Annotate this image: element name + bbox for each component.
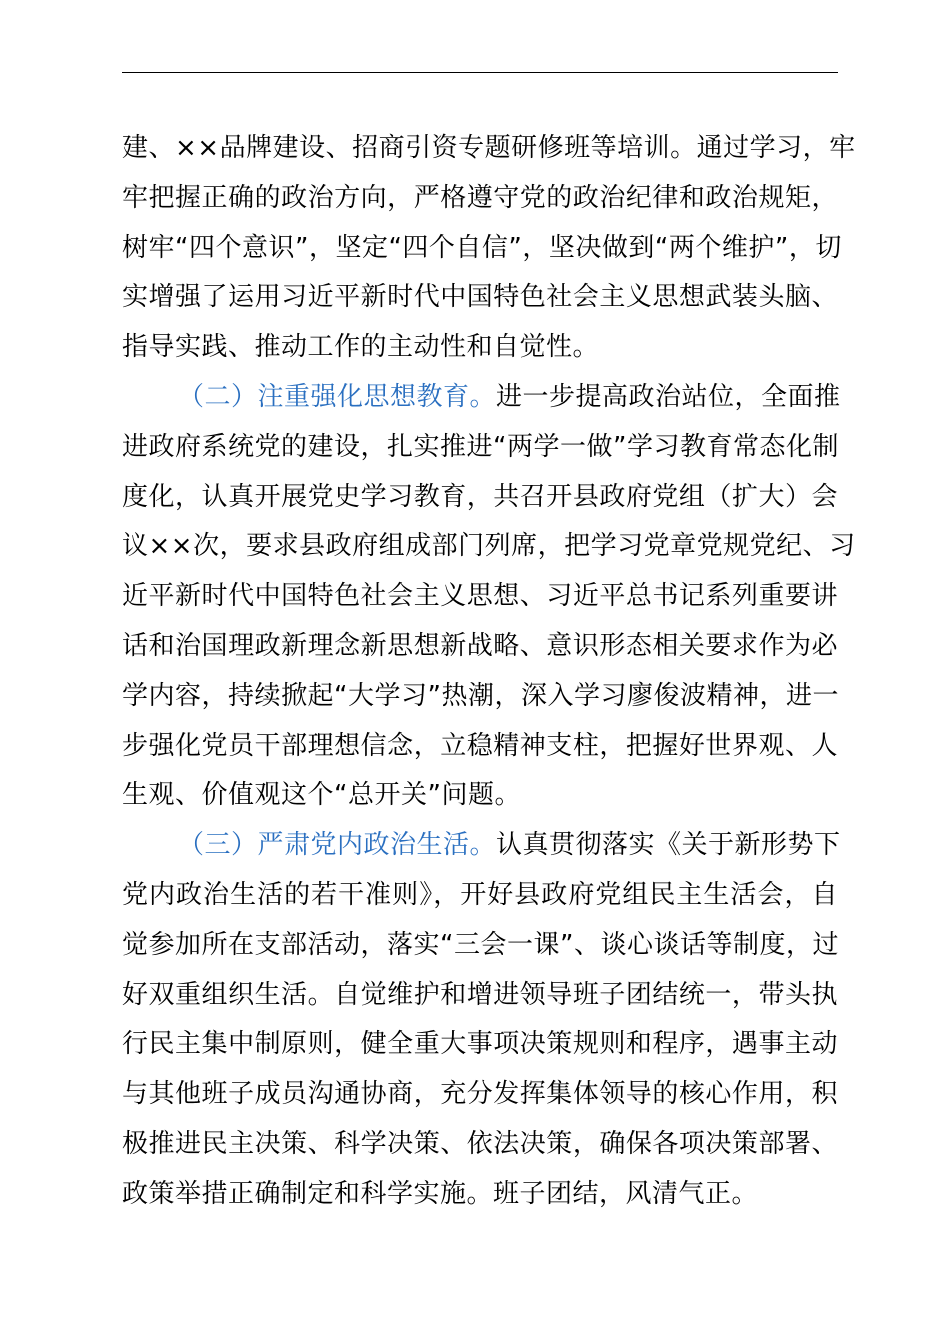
- paragraph-2: [122, 373, 856, 821]
- paragraph-3: [122, 821, 841, 1219]
- text-line: 与其他班子成员沟通协商，充分发挥集体领导的核心作用，积: [122, 1079, 838, 1110]
- text-run: 进一步提高政治站位，全面推: [496, 381, 841, 412]
- section-heading-3: （三）严肃党内政治生活。: [178, 830, 497, 861]
- text-line: 政策举措正确制定和科学实施。班子团结，风清气正。: [122, 1178, 759, 1209]
- text-line: 实增强了运用习近平新时代中国特色社会主义思想武装头脑、: [122, 282, 838, 313]
- text-line: 行民主集中制原则，健全重大事项决策规则和程序，遇事主动: [122, 1029, 838, 1060]
- text-line: 学内容，持续掀起“大学习”热潮，深入学习廖俊波精神，进一: [122, 680, 839, 711]
- text-line: 进政府系统党的建设，扎实推进“两学一做”学习教育常态化制: [122, 431, 839, 462]
- text-line: 近平新时代中国特色社会主义思想、习近平总书记系列重要讲: [122, 581, 838, 612]
- text-line: 指导实践、推动工作的主动性和自觉性。: [122, 332, 600, 363]
- text-run: 认真贯彻落实《关于新形势下: [496, 830, 841, 861]
- text-line: 议××次，要求县政府组成部门列席，把学习党章党规党纪、习: [122, 531, 856, 562]
- text-line: [122, 821, 841, 871]
- text-line: 度化，认真开展党史学习教育，共召开县政府党组（扩大）会: [122, 481, 838, 512]
- text-line: 生观、价值观这个“总开关”问题。: [122, 780, 521, 811]
- section-heading-2: （二）注重强化思想教育。: [178, 381, 497, 412]
- text-line: 树牢“四个意识”，坚定“四个自信”，坚决做到“两个维护”，切: [122, 232, 842, 263]
- text-line: 话和治国理政新理念新思想新战略、意识形态相关要求作为必: [122, 630, 838, 661]
- text-line: [122, 373, 841, 423]
- text-line: 牢把握正确的政治方向，严格遵守党的政治纪律和政治规矩，: [122, 182, 838, 213]
- text-line: 好双重组织生活。自觉维护和增进领导班子团结统一，带头执: [122, 979, 838, 1010]
- header-rule: [122, 72, 838, 73]
- paragraph-1: [122, 124, 856, 373]
- text-line: 党内政治生活的若干准则》，开好县政府党组民主生活会，自: [122, 879, 838, 910]
- text-line: 极推进民主决策、科学决策、依法决策，确保各项决策部署、: [122, 1128, 838, 1159]
- document-body: [122, 124, 856, 1220]
- text-line: 步强化党员干部理想信念，立稳精神支柱，把握好世界观、人: [122, 730, 838, 761]
- text-line: 建、××品牌建设、招商引资专题研修班等培训。通过学习，牢: [122, 133, 856, 163]
- text-line: 觉参加所在支部活动，落实“三会一课”、谈心谈话等制度，过: [122, 929, 839, 960]
